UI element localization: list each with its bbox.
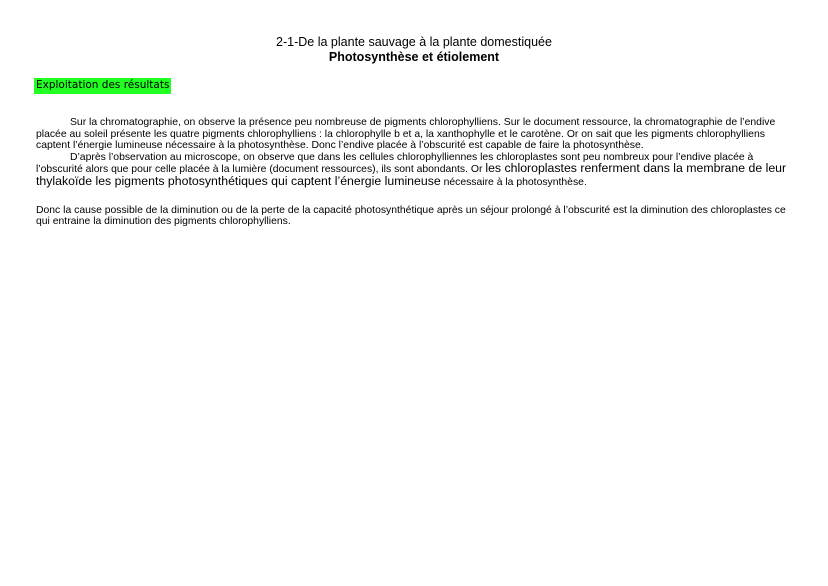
section-heading-highlighted: Exploitation des résultats xyxy=(34,78,171,94)
paragraph-chromatography: Sur la chromatographie, on observe la présence peu nombreuse de pigments chlorophylliens. Sur le document ressource, la chromatographie de l’endive placée au soleil présente les quatre pigments chlorophylliens : la chlorophylle b et a, la xanthophylle et le carotène. Or on sait que les pigments chlorophylliens captent l’énergie lumineuse nécessaire à la photosynthèse. Donc l’endive placée à l’obscurité est capable de faire la photosynthèse. xyxy=(36,117,776,152)
paragraph-microscope-part-1: D’après l’observation au microscope, on observe que dans les cellules chlorophylliennes les chloroplastes sont peu nombreux pour l’endive placée à l’obscurité alors que pour celle placée à la lumière (document ressources), ils sont abondants. Or xyxy=(36,151,754,176)
document-subtitle: Photosynthèse et étiolement xyxy=(328,50,500,64)
paragraph-microscope xyxy=(36,152,796,189)
paragraph-microscope-part-2: les chloroplastes renferment dans la membrane de leur thylakoïde les pigments photosynthétiques qui captent l’énergie lumineuse xyxy=(36,161,787,188)
paragraph-microscope-part-3: nécessaire à la photosynthèse. xyxy=(440,176,587,188)
paragraph-conclusion: Donc la cause possible de la diminution ou de la perte de la capacité photosynthétique après un séjour prolongé à l’obscurité est la diminution des chloroplastes ce qui entraine la diminution des pigments chlorophylliens. xyxy=(36,204,786,228)
document-title: 2-1-De la plante sauvage à la plante domestiquée xyxy=(276,35,552,49)
document-header xyxy=(0,35,828,65)
document-body xyxy=(36,117,796,228)
